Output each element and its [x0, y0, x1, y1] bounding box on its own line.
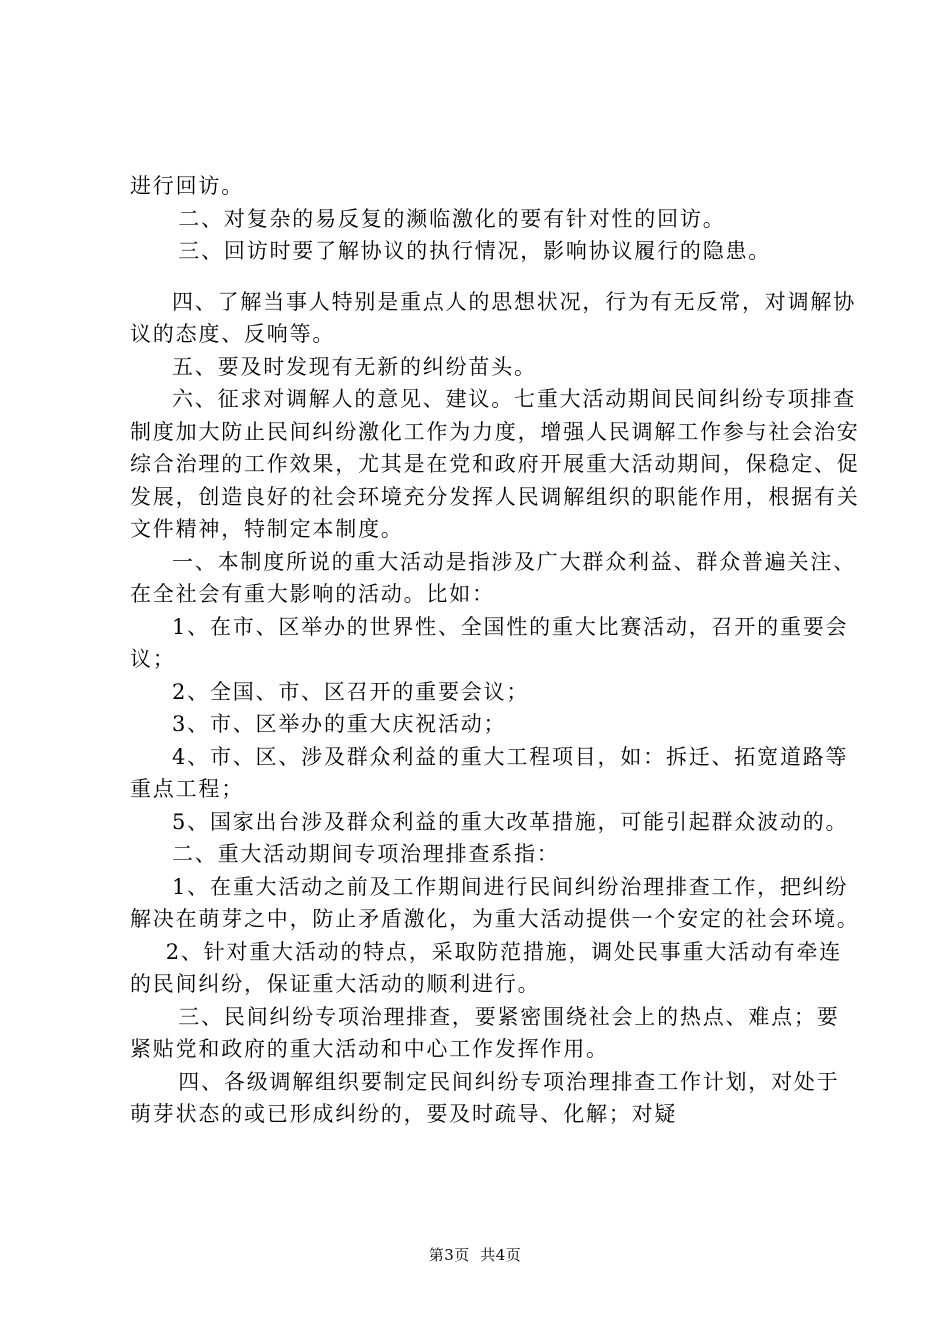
paragraph: 2、针对重大活动的特点，采取防范措施，调处民事重大活动有牵连的民间纠纷，保证重大活动的顺利进行。 [130, 939, 843, 996]
paragraph: 二、重大活动期间专项治理排查系指： [172, 842, 560, 866]
paragraph: 一、本制度所说的重大活动是指涉及广大群众利益、群众普遍关注、在全社会有重大影响的活动。比如： [130, 549, 856, 606]
paragraph: 四、各级调解组织要制定民间纠纷专项治理排查工作计划，对处于萌芽状态的或已形成纠纷的，要及时疏导、化解；对疑 [130, 1069, 840, 1126]
paragraph-gap [130, 268, 860, 286]
paragraph: 六、征求对调解人的意见、建议。七重大活动期间民间纠纷专项排查制度加大防止民间纠纷激化工作为力度，增强人民调解工作参与社会治安综合治理的工作效果，尤其是在党和政府开展重大活动期间，保稳定、促发展，创造良好的社会环境充分发挥人民调解组织的职能作用，根据有关文件精神，特制定本制度。 [130, 387, 860, 541]
paragraph: 二、对复杂的易反复的濒临激化的要有针对性的回访。 [178, 206, 726, 231]
paragraph: 四、了解当事人特别是重点人的思想状况，行为有无反常，对调解协议的态度、反响等。 [130, 289, 856, 346]
page-number-label: 第3页 共4页 [428, 1246, 522, 1264]
paragraph: 五、要及时发现有无新的纠纷苗头。 [172, 354, 537, 379]
paragraph: 1、在市、区举办的世界性、全国性的重大比赛活动，召开的重要会议； [130, 614, 849, 671]
paragraph: 进行回访。 [130, 174, 244, 198]
paragraph: 2、全国、市、区召开的重要会议； [172, 679, 530, 704]
paragraph: 5、国家出台涉及群众利益的重大改革措施，可能引起群众波动的。 [172, 809, 849, 834]
paragraph: 1、在重大活动之前及工作期间进行民间纠纷治理排查工作，把纠纷解决在萌芽之中，防止矛盾激化，为重大活动提供一个安定的社会环境。 [130, 874, 860, 931]
paragraph: 4、市、区、涉及群众利益的重大工程项目，如：拆迁、拓宽道路等重点工程； [130, 744, 849, 801]
paragraph: 三、回访时要了解协议的执行情况，影响协议履行的隐患。 [178, 239, 772, 263]
paragraph: 三、民间纠纷专项治理排查，要紧密围绕社会上的热点、难点；要紧贴党和政府的重大活动和中心工作发挥作用。 [130, 1004, 840, 1061]
body-text [130, 170, 860, 1131]
page-footer [0, 1244, 950, 1265]
paragraph: 3、市、区举办的重大庆祝活动； [172, 712, 507, 736]
